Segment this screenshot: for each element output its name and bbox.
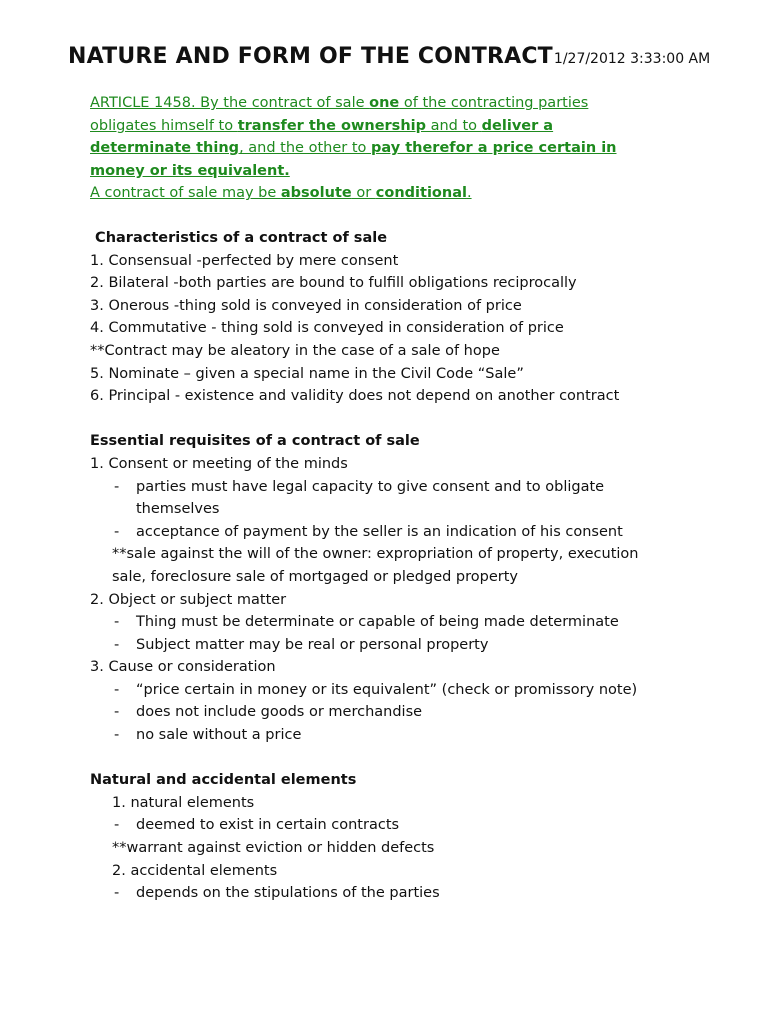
list-item: 3. Onerous -thing sold is conveyed in consideration of price xyxy=(90,297,522,314)
list-item: 1. Consensual -perfected by mere consent xyxy=(90,252,399,269)
list-subitem: - deemed to exist in certain contracts xyxy=(114,817,400,834)
list-subitem: - depends on the stipulations of the parties xyxy=(114,885,440,902)
list-subitem: - does not include goods or merchandise xyxy=(114,704,423,721)
list-item: 6. Principal - existence and validity does not depend on another contract xyxy=(90,388,620,405)
document-date: 1/27/2012 3:33:00 AM xyxy=(553,51,711,67)
list-item: 2. accidental elements xyxy=(112,862,278,879)
list-item: 3. Cause or consideration xyxy=(90,659,276,676)
list-subitem: - no sale without a price xyxy=(114,727,302,744)
list-subitem: - Thing must be determinate or capable of being made determinate xyxy=(114,614,619,631)
list-subitem: - Subject matter may be real or personal property xyxy=(114,636,489,653)
list-subitem: - acceptance of payment by the seller is an indication of his consent xyxy=(114,523,623,540)
article-line-5: A contract of sale may be absolute or conditional. xyxy=(90,185,472,202)
list-subitem-continued: themselves xyxy=(136,501,220,518)
article-line-1: ARTICLE 1458. By the contract of sale one of the contracting parties xyxy=(90,95,589,111)
list-item: 1. natural elements xyxy=(112,794,255,811)
article-line-4: money or its equivalent. xyxy=(90,162,290,179)
list-item: 1. Consent or meeting of the minds xyxy=(90,455,348,472)
article-line-2: obligates himself to transfer the ownership and to deliver a xyxy=(90,117,554,134)
list-note-continued: sale, foreclosure sale of mortgaged or pledged property xyxy=(112,568,518,585)
requisites-heading: Essential requisites of a contract of sale xyxy=(90,433,420,450)
list-note: **warrant against eviction or hidden defects xyxy=(112,840,435,857)
list-item: 5. Nominate – given a special name in the Civil Code “Sale” xyxy=(90,365,524,382)
document-body xyxy=(90,227,730,905)
list-item: 4. Commutative - thing sold is conveyed in consideration of price xyxy=(90,320,564,337)
list-subitem: - parties must have legal capacity to give consent and to obligate xyxy=(114,478,605,495)
document-header xyxy=(68,44,710,69)
list-note: **Contract may be aleatory in the case of a sale of hope xyxy=(90,342,500,359)
list-item: 2. Object or subject matter xyxy=(90,591,287,608)
list-item: 2. Bilateral -both parties are bound to fulfill obligations reciprocally xyxy=(90,275,577,292)
list-subitem: - “price certain in money or its equivalent” (check or promissory note) xyxy=(114,681,638,698)
page-title: NATURE AND FORM OF THE CONTRACT xyxy=(68,44,553,69)
article-1458 xyxy=(90,92,650,205)
list-note: **sale against the will of the owner: expropriation of property, execution xyxy=(112,546,639,563)
elements-heading: Natural and accidental elements xyxy=(90,772,357,789)
article-line-3: determinate thing, and the other to pay therefor a price certain in xyxy=(90,140,617,157)
characteristics-heading: Characteristics of a contract of sale xyxy=(90,230,388,246)
